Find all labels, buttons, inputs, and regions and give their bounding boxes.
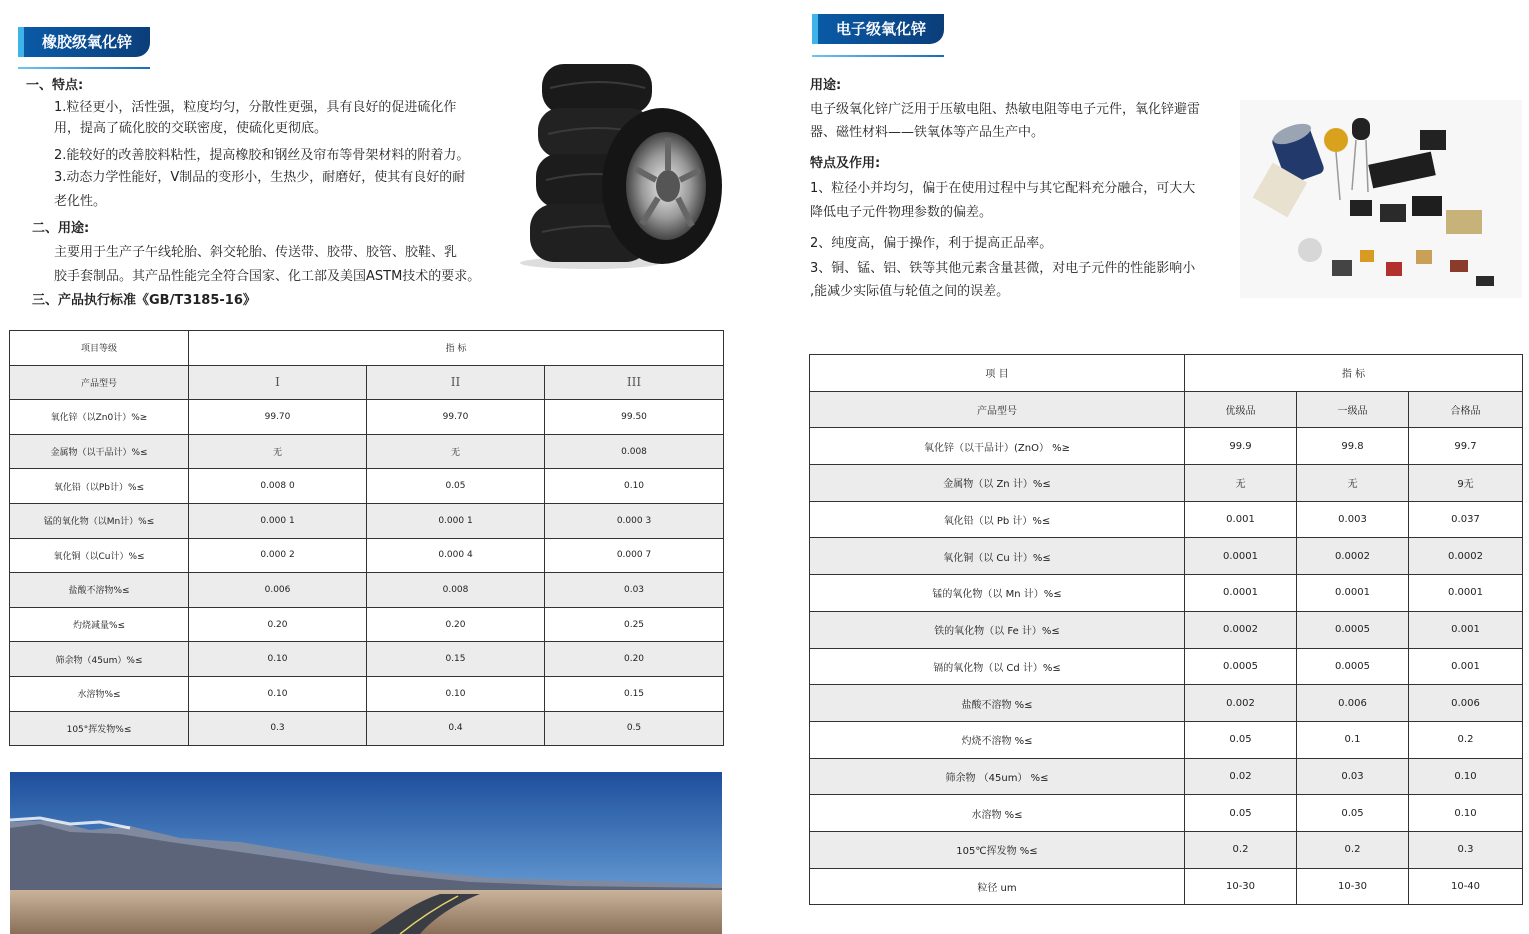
table-cell: 金属物（以干品计）%≤ bbox=[10, 434, 189, 469]
table-cell: 筛余物（45um）%≤ bbox=[10, 642, 189, 677]
table-cell: 99.70 bbox=[367, 400, 545, 435]
electronic-feature-1b: 降低电子元件物理参数的偏差。 bbox=[810, 205, 993, 220]
table-cell: 氧化铜（以 Cu 计）%≤ bbox=[810, 538, 1185, 575]
electronic-usage-heading: 用途: bbox=[810, 78, 842, 93]
table-cell: 0.3 bbox=[189, 711, 367, 746]
table-cell: 0.20 bbox=[367, 607, 545, 642]
table-subheader: 产品型号 bbox=[10, 365, 189, 400]
table-subheader: II bbox=[367, 365, 545, 400]
table-cell: 0.000 7 bbox=[545, 538, 724, 573]
table-row bbox=[10, 503, 724, 538]
table-row bbox=[10, 642, 724, 677]
table-cell: 无 bbox=[1297, 465, 1409, 502]
table-row bbox=[810, 868, 1523, 905]
table-row bbox=[10, 711, 724, 746]
table-cell: 99.9 bbox=[1185, 428, 1297, 465]
table-subheader: 一级品 bbox=[1297, 391, 1409, 428]
table-cell: 105°挥发物%≤ bbox=[10, 711, 189, 746]
electronic-grade-spec-table bbox=[809, 354, 1523, 905]
table-row bbox=[810, 685, 1523, 722]
table-cell: 0.10 bbox=[1409, 758, 1523, 795]
table-cell: 0.15 bbox=[545, 676, 724, 711]
table-cell: 0.0002 bbox=[1297, 538, 1409, 575]
table-cell: 0.0001 bbox=[1185, 538, 1297, 575]
table-cell: 0.008 bbox=[545, 434, 724, 469]
table-row bbox=[10, 676, 724, 711]
rubber-grade-title-underline bbox=[18, 67, 150, 69]
table-cell: 0.003 bbox=[1297, 501, 1409, 538]
table-subheader: 优级品 bbox=[1185, 391, 1297, 428]
table-cell: 0.0005 bbox=[1297, 611, 1409, 648]
electronic-grade-title-tab: 电子级氧化锌 bbox=[812, 14, 944, 44]
table-cell: 锰的氧化物（以Mn计）%≤ bbox=[10, 503, 189, 538]
table-cell: 0.10 bbox=[189, 642, 367, 677]
table-row bbox=[810, 795, 1523, 832]
table-cell: 0.10 bbox=[189, 676, 367, 711]
table-cell: 锰的氧化物（以 Mn 计）%≤ bbox=[810, 575, 1185, 612]
table-row bbox=[810, 831, 1523, 868]
table-cell: 筛余物 （45um） %≤ bbox=[810, 758, 1185, 795]
table-row bbox=[810, 611, 1523, 648]
table-cell: 灼烧不溶物 %≤ bbox=[810, 721, 1185, 758]
electronic-feature-3b: ,能减少实际值与轮值之间的误差。 bbox=[810, 284, 1010, 299]
table-header-item: 项 目 bbox=[810, 355, 1185, 392]
table-cell: 0.10 bbox=[1409, 795, 1523, 832]
table-cell: 10-40 bbox=[1409, 868, 1523, 905]
table-cell: 0.05 bbox=[367, 469, 545, 504]
table-row bbox=[810, 428, 1523, 465]
table-cell: 99.8 bbox=[1297, 428, 1409, 465]
table-cell: 氧化铅（以Pb计）%≤ bbox=[10, 469, 189, 504]
table-cell: 0.4 bbox=[367, 711, 545, 746]
table-cell: 0.002 bbox=[1185, 685, 1297, 722]
table-cell: 0.10 bbox=[545, 469, 724, 504]
table-cell: 10-30 bbox=[1297, 868, 1409, 905]
table-cell: 0.02 bbox=[1185, 758, 1297, 795]
table-cell: 0.000 1 bbox=[189, 503, 367, 538]
table-header-index: 指 标 bbox=[1185, 355, 1523, 392]
electronic-feature-2: 2、纯度高，偏于操作，利于提高正品率。 bbox=[810, 236, 1053, 251]
electronic-feature-3a: 3、铜、锰、铝、铁等其他元素含量甚微，对电子元件的性能影响小 bbox=[810, 261, 1196, 276]
standard-heading: 三、产品执行标准《GB/T3185-16》 bbox=[32, 293, 256, 308]
table-cell: 0.03 bbox=[1297, 758, 1409, 795]
rubber-grade-title-tab: 橡胶级氧化锌 bbox=[18, 27, 150, 57]
table-cell: 0.0001 bbox=[1409, 575, 1523, 612]
electronic-components-image bbox=[1240, 100, 1522, 298]
table-header-index: 指 标 bbox=[189, 331, 724, 366]
table-cell: 0.03 bbox=[545, 573, 724, 608]
feature-3a: 3.动态力学性能好，V制品的变形小，生热少，耐磨好，使其有良好的耐 bbox=[54, 170, 466, 185]
table-row bbox=[10, 469, 724, 504]
table-cell: 0.008 0 bbox=[189, 469, 367, 504]
table-cell: 粒径 um bbox=[810, 868, 1185, 905]
table-row bbox=[810, 575, 1523, 612]
electronic-feature-1a: 1、粒径小并均匀，偏于在使用过程中与其它配料充分融合，可大大 bbox=[810, 181, 1196, 196]
table-cell: 氧化锌（以Zn0计）%≥ bbox=[10, 400, 189, 435]
table-cell: 0.000 3 bbox=[545, 503, 724, 538]
table-cell: 99.70 bbox=[189, 400, 367, 435]
table-cell: 0.20 bbox=[545, 642, 724, 677]
table-cell: 0.15 bbox=[367, 642, 545, 677]
table-row bbox=[10, 573, 724, 608]
table-cell: 9无 bbox=[1409, 465, 1523, 502]
table-cell: 0.20 bbox=[189, 607, 367, 642]
table-cell: 0.0005 bbox=[1185, 648, 1297, 685]
table-cell: 0.008 bbox=[367, 573, 545, 608]
table-cell: 氧化锌（以干品计）(ZnO） %≥ bbox=[810, 428, 1185, 465]
table-cell: 0.5 bbox=[545, 711, 724, 746]
usage-line-2: 胶手套制品。其产品性能完全符合国家、化工部及美国ASTM技术的要求。 bbox=[54, 269, 481, 284]
table-subheader: 合格品 bbox=[1409, 391, 1523, 428]
table-cell: 0.001 bbox=[1409, 648, 1523, 685]
table-cell: 0.25 bbox=[545, 607, 724, 642]
table-cell: 0.0001 bbox=[1185, 575, 1297, 612]
table-cell: 无 bbox=[189, 434, 367, 469]
table-subheader: III bbox=[545, 365, 724, 400]
table-row bbox=[10, 400, 724, 435]
table-cell: 0.05 bbox=[1185, 721, 1297, 758]
table-cell: 0.006 bbox=[1409, 685, 1523, 722]
table-cell: 0.000 1 bbox=[367, 503, 545, 538]
rubber-grade-spec-table bbox=[9, 330, 724, 746]
table-cell: 水溶物 %≤ bbox=[810, 795, 1185, 832]
table-row bbox=[810, 538, 1523, 575]
table-cell: 0.006 bbox=[1297, 685, 1409, 722]
table-cell: 氧化铜（以Cu计）%≤ bbox=[10, 538, 189, 573]
table-cell: 氧化铅（以 Pb 计）%≤ bbox=[810, 501, 1185, 538]
table-cell: 无 bbox=[367, 434, 545, 469]
table-subheader: I bbox=[189, 365, 367, 400]
table-cell: 灼烧减量%≤ bbox=[10, 607, 189, 642]
table-row bbox=[10, 538, 724, 573]
table-cell: 0.1 bbox=[1297, 721, 1409, 758]
table-cell: 铁的氧化物（以 Fe 计）%≤ bbox=[810, 611, 1185, 648]
table-row bbox=[810, 758, 1523, 795]
electronic-usage-line-2: 器、磁性材料——铁氧体等产品生产中。 bbox=[810, 125, 1045, 140]
table-header-item-grade: 项目等级 bbox=[10, 331, 189, 366]
feature-3b: 老化性。 bbox=[54, 194, 107, 209]
table-cell: 0.2 bbox=[1185, 831, 1297, 868]
table-cell: 金属物（以 Zn 计）%≤ bbox=[810, 465, 1185, 502]
feature-1b: 用，提高了硫化胶的交联密度，使硫化更彻底。 bbox=[54, 121, 328, 136]
table-cell: 0.3 bbox=[1409, 831, 1523, 868]
usage-line-1: 主要用于生产子午线轮胎、斜交轮胎、传送带、胶带、胶管、胶鞋、乳 bbox=[54, 245, 458, 260]
table-row bbox=[810, 465, 1523, 502]
table-cell: 0.000 2 bbox=[189, 538, 367, 573]
table-cell: 水溶物%≤ bbox=[10, 676, 189, 711]
usage-heading: 二、用途: bbox=[32, 221, 90, 236]
features-heading: 一、特点: bbox=[26, 78, 84, 93]
table-cell: 0.10 bbox=[367, 676, 545, 711]
table-row bbox=[810, 721, 1523, 758]
table-row bbox=[810, 501, 1523, 538]
feature-2: 2.能较好的改善胶料粘性，提高橡胶和钢丝及帘布等骨架材料的附着力。 bbox=[54, 148, 470, 163]
table-cell: 盐酸不溶物 %≤ bbox=[810, 685, 1185, 722]
feature-1a: 1.粒径更小，活性强，粒度均匀，分散性更强，具有良好的促进硫化作 bbox=[54, 100, 457, 115]
table-cell: 0.2 bbox=[1297, 831, 1409, 868]
table-cell: 镉的氧化物（以 Cd 计）%≤ bbox=[810, 648, 1185, 685]
table-cell: 0.05 bbox=[1297, 795, 1409, 832]
table-cell: 0.2 bbox=[1409, 721, 1523, 758]
table-cell: 0.001 bbox=[1185, 501, 1297, 538]
electronic-usage-line-1: 电子级氧化锌广泛用于压敏电阻、热敏电阻等电子元件，氧化锌避雷 bbox=[810, 102, 1201, 117]
table-cell: 0.001 bbox=[1409, 611, 1523, 648]
table-cell: 10-30 bbox=[1185, 868, 1297, 905]
table-cell: 盐酸不溶物%≤ bbox=[10, 573, 189, 608]
table-cell: 99.50 bbox=[545, 400, 724, 435]
table-cell: 无 bbox=[1185, 465, 1297, 502]
table-cell: 0.0002 bbox=[1409, 538, 1523, 575]
table-cell: 0.037 bbox=[1409, 501, 1523, 538]
table-subheader: 产品型号 bbox=[810, 391, 1185, 428]
tyre-stack-image bbox=[520, 58, 725, 270]
electronic-grade-title-underline bbox=[812, 55, 944, 57]
table-cell: 0.0002 bbox=[1185, 611, 1297, 648]
electronic-features-heading: 特点及作用: bbox=[810, 156, 881, 171]
table-row bbox=[810, 648, 1523, 685]
table-row bbox=[10, 607, 724, 642]
table-cell: 105℃挥发物 %≤ bbox=[810, 831, 1185, 868]
table-cell: 0.05 bbox=[1185, 795, 1297, 832]
table-cell: 0.006 bbox=[189, 573, 367, 608]
table-cell: 0.000 4 bbox=[367, 538, 545, 573]
table-cell: 99.7 bbox=[1409, 428, 1523, 465]
table-row bbox=[10, 434, 724, 469]
road-landscape-image bbox=[10, 772, 722, 934]
table-cell: 0.0001 bbox=[1297, 575, 1409, 612]
table-cell: 0.0005 bbox=[1297, 648, 1409, 685]
